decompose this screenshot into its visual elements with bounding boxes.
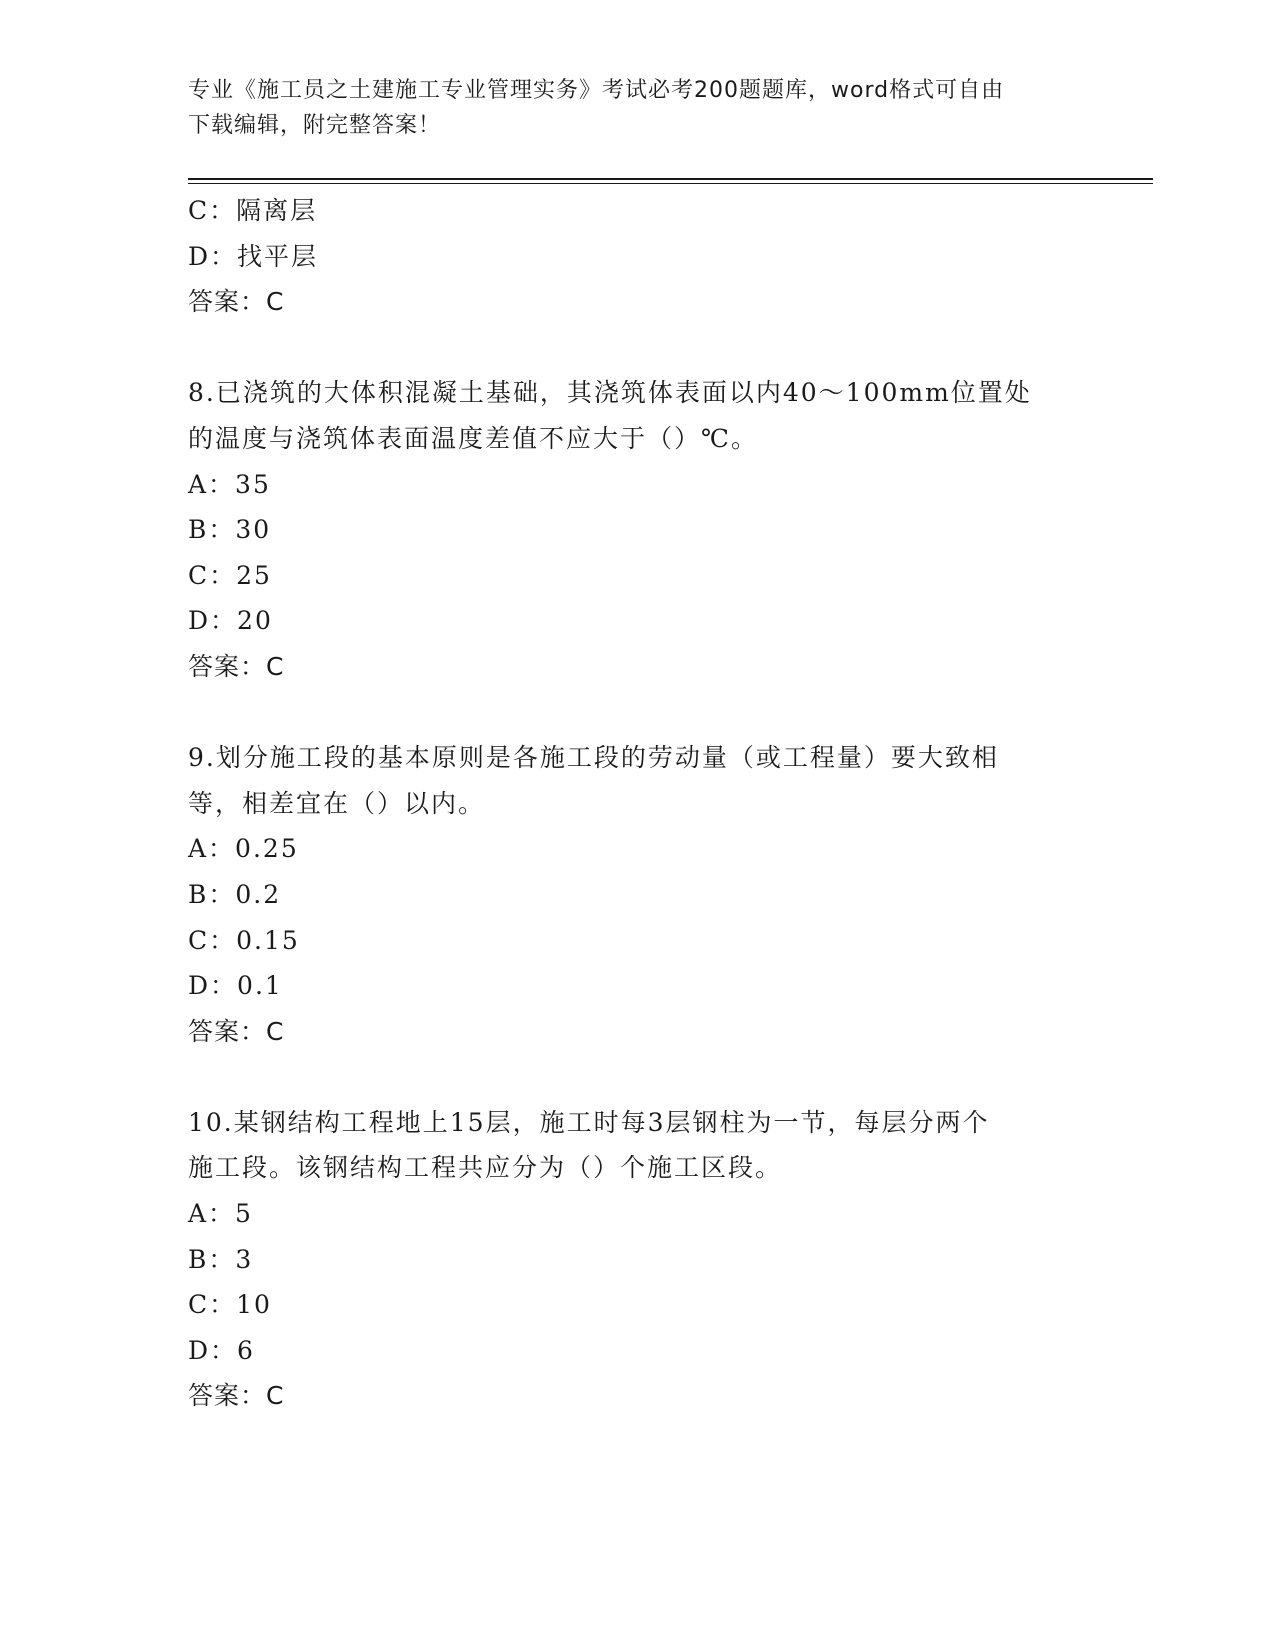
option-c: C：25 <box>188 560 272 590</box>
header-divider-thin <box>188 183 1153 184</box>
header-line-1: 专业《施工员之土建施工专业管理实务》考试必考200题题库，word格式可自由 <box>188 78 1005 103</box>
question-stem-line: 等，相差宜在（）以内。 <box>188 788 486 818</box>
option-a: A：35 <box>188 469 271 499</box>
option-c: C：10 <box>188 1290 272 1320</box>
answer-line: 答案：C <box>188 1381 285 1411</box>
question-10 <box>188 1100 1088 1419</box>
question-8 <box>188 370 1088 689</box>
option-d: D：6 <box>188 1335 255 1365</box>
question-stem-line: 施工段。该钢结构工程共应分为（）个施工区段。 <box>188 1153 783 1183</box>
option-a: A：0.25 <box>188 834 299 864</box>
question-stem-line: 10.某钢结构工程地上15层，施工时每3层钢柱为一节，每层分两个 <box>188 1107 990 1137</box>
spacer <box>188 690 1088 736</box>
option-c: C：隔离层 <box>188 196 318 225</box>
spacer <box>188 325 1088 371</box>
option-d: D：0.1 <box>188 971 283 1001</box>
answer-line: 答案：C <box>188 287 285 317</box>
answer-line: 答案：C <box>188 1016 285 1046</box>
document-header <box>188 73 1088 143</box>
previous-question <box>188 188 1088 325</box>
option-d: D：20 <box>188 606 273 636</box>
question-stem-line: 的温度与浇筑体表面温度差值不应大于（）℃。 <box>188 423 758 453</box>
question-stem-line: 8.已浇筑的大体积混凝土基础，其浇筑体表面以内40～100mm位置处 <box>188 378 1032 408</box>
header-line-2: 下载编辑，附完整答案！ <box>188 113 442 138</box>
question-content <box>188 188 1088 1419</box>
header-divider-thick <box>188 178 1153 180</box>
option-d: D：找平层 <box>188 241 319 271</box>
option-b: B：30 <box>188 515 272 545</box>
option-a: A：5 <box>188 1199 253 1229</box>
spacer <box>188 1054 1088 1100</box>
question-9 <box>188 735 1088 1054</box>
answer-line: 答案：C <box>188 651 285 681</box>
option-c: C：0.15 <box>188 925 300 955</box>
option-b: B：3 <box>188 1244 254 1274</box>
option-b: B：0.2 <box>188 879 282 909</box>
question-stem-line: 9.划分施工段的基本原则是各施工段的劳动量（或工程量）要大致相 <box>188 743 999 773</box>
